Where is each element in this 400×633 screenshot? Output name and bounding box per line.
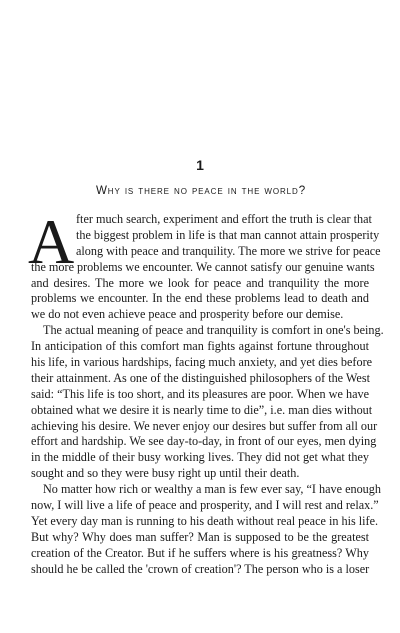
text-line: Yet every day man is running to his death without real peace in his life. (31, 513, 379, 528)
text-line: we do not even achieve peace and prosperity before our demise. (31, 307, 344, 322)
text-line: creation of the Creator. But if he suffers where is his greatness? Why (31, 545, 369, 560)
text-line: his life, in various hardships, facing much anxiety, and yet dies before (31, 355, 373, 370)
text-line: said: “This life is too short, and its pleasures are poor. When we have (31, 386, 369, 401)
text-line: The actual meaning of peace and tranquility is comfort in one's being. (43, 323, 384, 338)
chapter-body (28, 206, 384, 577)
text-line: In anticipation of this comfort man fights against fortune throughout (31, 339, 369, 354)
text-line: in the middle of their busy working lives. They did not get what they (31, 450, 369, 465)
drop-cap: A (28, 206, 75, 277)
text-line: problems we encounter. In the end these problems lead to death and (31, 291, 369, 306)
paragraph (31, 482, 381, 577)
chapter-title: Why is there no peace in the world? (95, 184, 307, 197)
text-line: should he be called the 'crown of creation'? The person who is a loser (31, 561, 370, 576)
text-line: fter much search, experiment and effort the truth is clear that (76, 212, 372, 226)
text-line: the more problems we encounter. We cannot satisfy our genuine wants (31, 259, 375, 274)
text-line: and desires. The more we look for peace and tranquility the more (31, 275, 369, 290)
text-line: the biggest problem in life is that man cannot attain prosperity (76, 227, 380, 242)
paragraph (28, 206, 381, 323)
text-line: along with peace and tranquility. The more we strive for peace (76, 243, 381, 258)
text-line: effort and hardship. We see day-to-day, in front of our eyes, men dying (31, 434, 377, 449)
text-line: But why? Why does man suffer? Man is supposed to be the greatest (31, 529, 369, 544)
text-line: their attainment. As one of the distinguished philosophers of the West (31, 370, 370, 385)
text-line: sought and so they were busy right up until their death. (31, 466, 300, 481)
chapter-number: 1 (196, 157, 204, 173)
text-line: achieving his desire. We never enjoy our desires but suffer from all our (31, 418, 378, 433)
paragraph (31, 323, 384, 482)
text-line: now, I will live a life of peace and prosperity, and I will rest and relax.” (31, 498, 379, 513)
text-line: No matter how rich or wealthy a man is few ever say, “I have enough (43, 482, 381, 497)
text-line: obtained what we desire it is nearly time to die”, i.e. man dies without (31, 402, 373, 417)
